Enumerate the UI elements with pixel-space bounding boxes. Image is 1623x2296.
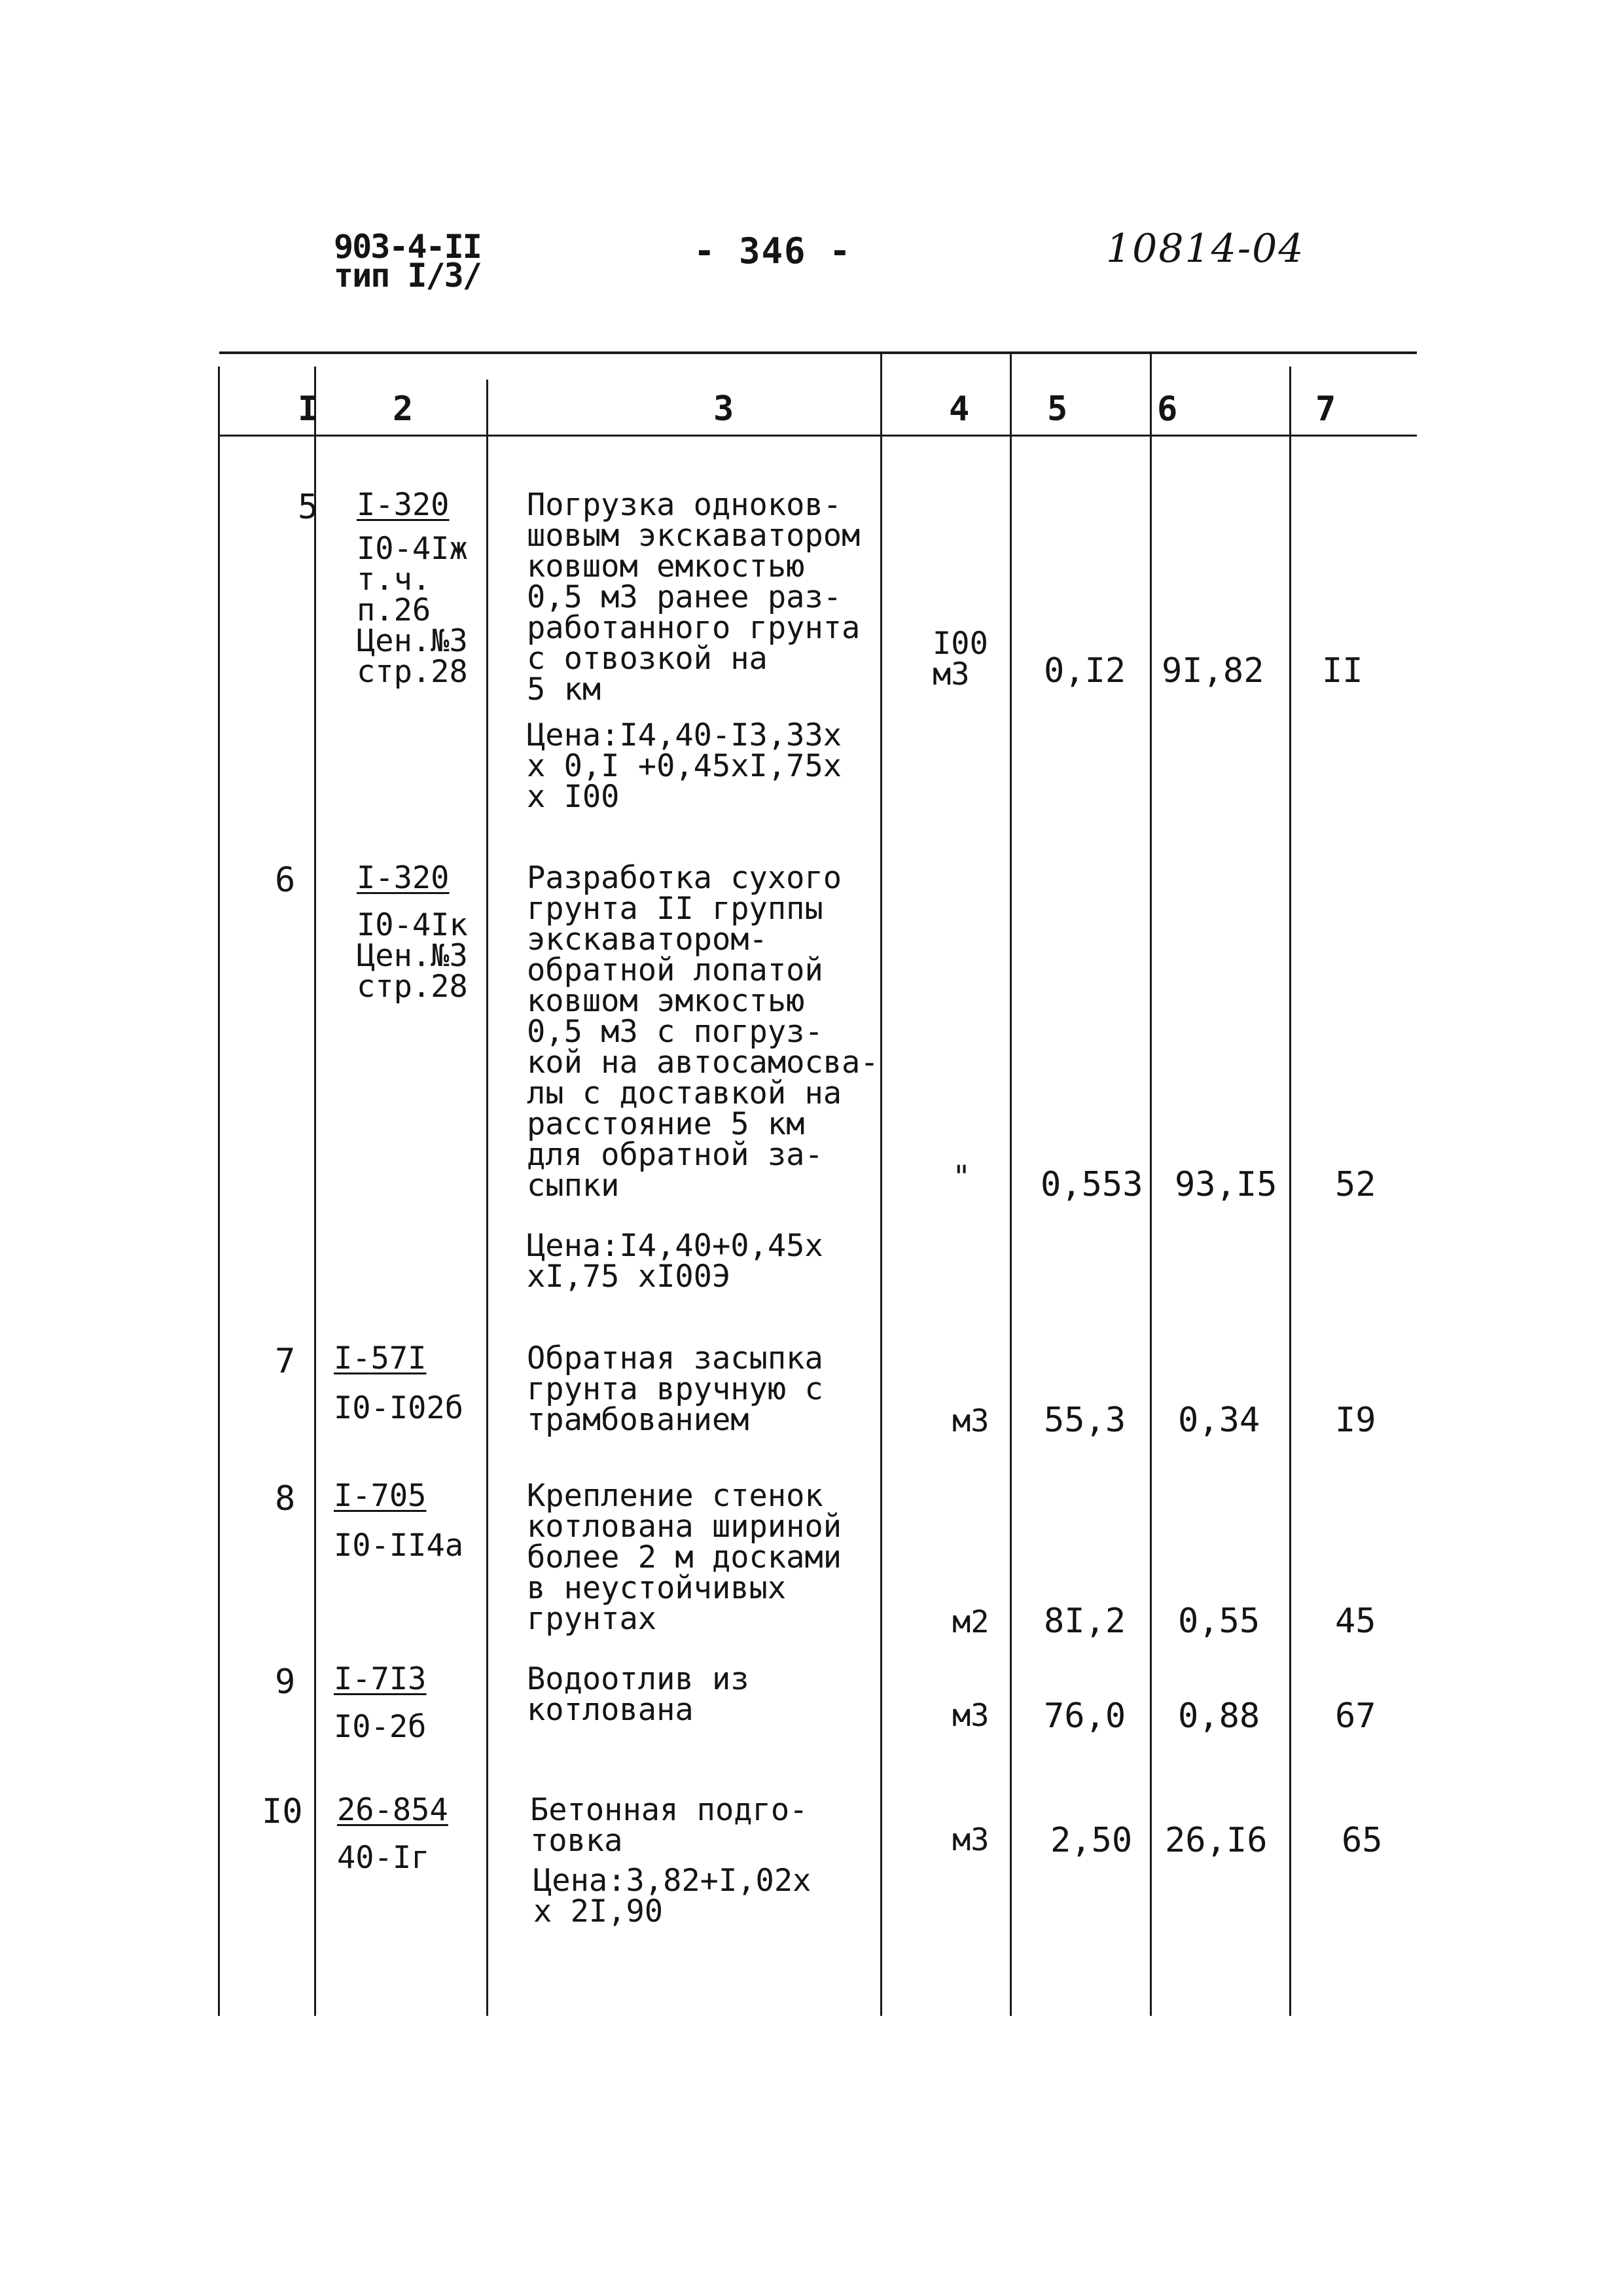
unit: м2 [952,1604,990,1640]
unit-price: 9I,82 [1162,651,1264,691]
work-description: Разработка сухого грунта II группы экскаватором- обратной лопатой ковшом эмкостью 0,5 м3 с погруз- кой на автосамосва- лы с доставкой на расстояние 5 км для обратной за- сыпки [527,860,879,1204]
unit: м3 [952,1403,990,1439]
column-header-7: 7 [1315,389,1336,429]
column-header-1: I [298,389,319,429]
work-description: Крепление стенок котлована шириной более 2 м досками в неустойчивых грунтах [527,1478,842,1637]
norm-code: I-320 [357,487,450,523]
norm-code: I-705 [334,1478,427,1514]
norm-reference: I0-I02б [334,1390,464,1426]
column-divider-1 [314,367,316,2016]
quantity: 55,3 [1044,1401,1126,1440]
column-header-4: 4 [949,389,970,429]
norm-reference: 40-Iг [337,1840,430,1876]
document-code-line2: тип I/3/ [334,257,481,295]
total: II [1322,651,1363,691]
price-formula: Цена:I4,40+0,45х хI,75 хI00Э [527,1228,823,1295]
document-code-line1: 903-4-II [334,228,481,266]
row-number: 9 [275,1662,296,1702]
row-number: 6 [275,861,296,900]
total: 65 [1342,1821,1383,1860]
quantity: 2,50 [1050,1821,1133,1860]
norm-code: I-7I3 [334,1661,427,1697]
norm-reference: I0-2б [334,1709,427,1745]
column-divider-left [218,367,220,2016]
column-header-2: 2 [393,389,414,429]
row-number: I0 [262,1792,303,1831]
table-header-rule [219,435,1417,437]
quantity: 8I,2 [1044,1602,1126,1641]
unit: м3 [952,1698,990,1734]
unit-price: 0,88 [1178,1696,1260,1736]
work-description: Обратная засыпка грунта вручную с трамбованием [527,1340,823,1438]
norm-reference: I0-4Iж т.ч. п.26 Цен.№3 стр.28 [357,531,468,690]
column-header-6: 6 [1157,389,1178,429]
work-description: Водоотлив из котлована [527,1661,749,1728]
total: 67 [1335,1696,1376,1736]
quantity: 0,553 [1041,1165,1143,1204]
norm-code: 26-854 [337,1792,448,1828]
norm-reference: I0-4Iк Цен.№3 стр.28 [357,907,468,1005]
column-divider-2 [486,380,488,2016]
row-number: 8 [275,1479,296,1518]
row-number: 5 [298,488,319,527]
price-formula: Цена:I4,40-I3,33х х 0,I +0,45хI,75х х I00 [527,717,842,815]
quantity: 76,0 [1044,1696,1126,1736]
total: I9 [1335,1401,1376,1440]
unit-price: 26,I6 [1165,1821,1268,1860]
column-divider-4 [1010,351,1012,2016]
price-formula: Цена:3,82+I,02х х 2I,90 [533,1863,812,1929]
quantity: 0,I2 [1044,651,1126,691]
unit: I00 м3 [933,626,988,692]
document-code [334,228,481,295]
work-description: Погрузка одноков- шовым экскаватором ковшом емкостью 0,5 м3 ранее раз- работанного грунта с отвозкой на 5 км [527,487,861,708]
page-number: - 346 - [694,230,852,272]
work-description: Бетонная подго- товка [530,1792,808,1859]
table-top-rule [219,351,1417,354]
row-number: 7 [275,1342,296,1381]
total: 45 [1335,1602,1376,1641]
column-divider-5 [1150,351,1152,2016]
norm-code: I-320 [357,860,450,896]
archive-number: 10814-04 [1106,226,1305,272]
column-divider-3 [880,351,882,2016]
column-header-3: 3 [713,389,734,429]
unit-price: 0,55 [1178,1602,1260,1641]
column-header-5: 5 [1047,389,1068,429]
unit: " [952,1159,971,1195]
total: 52 [1335,1165,1376,1204]
norm-code: I-57I [334,1340,427,1376]
norm-reference: I0-II4а [334,1528,464,1564]
unit-price: 0,34 [1178,1401,1260,1440]
column-divider-6 [1289,367,1291,2016]
unit-price: 93,I5 [1175,1165,1277,1204]
unit: м3 [952,1822,990,1858]
